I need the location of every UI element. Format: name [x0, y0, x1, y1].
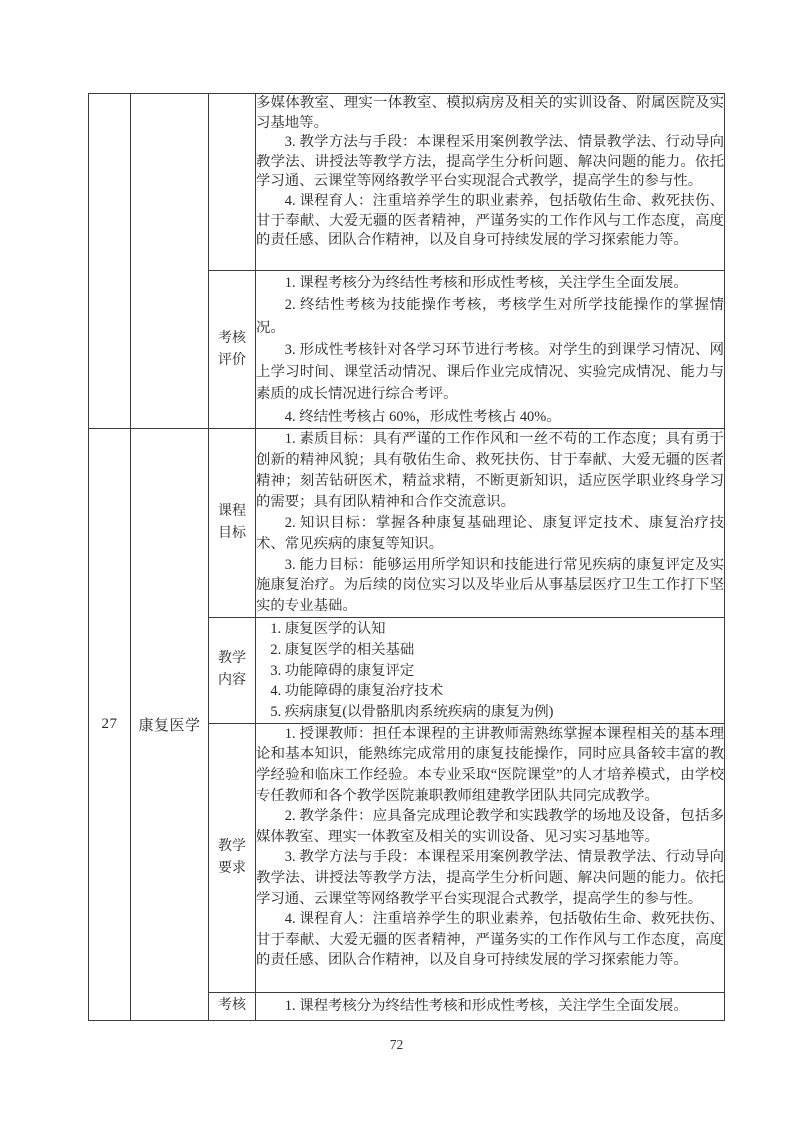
paragraph: 3. 教学方法与手段：本课程采用案例教学法、情景教学法、行动导向教学法、讲授法等教学方法，提高学生分析问题、解决问题的能力。依托学习通、云课堂等网络教学平台实现混合式教学，提高学生的参与性。 [256, 849, 724, 907]
page-number: 72 [389, 1037, 404, 1052]
paragraph: 4. 终结性考核占 60%，形成性考核占 40%。 [284, 408, 561, 425]
section-label-assessment-evaluation [209, 271, 256, 429]
section-label-cell-empty [209, 94, 256, 271]
course-no-cell: 27 [89, 429, 131, 1021]
teaching-content-cell [256, 618, 725, 724]
assessment-cell [256, 992, 725, 1020]
section-label-text: 考核 [218, 998, 246, 1014]
paragraph: 4. 课程育人：注重培养学生的职业素养，包括敬佑生命、救死扶伤、甘于奉献、大爱无疆的医者精神，严谨务实的工作作风与工作态度，高度的责任感、团队合作精神，以及自身可持续发展的学习探索能力等。 [256, 911, 724, 969]
paragraph: 3. 教学方法与手段：本课程采用案例教学法、情景教学法、行动导向教学法、讲授法等教学方法，提高学生分析问题、解决问题的能力。依托学习通、云课堂等网络教学平台实现混合式教学，提高学生的参与性。 [256, 134, 724, 190]
paragraph: 2. 教学条件：应具备完成理论教学和实践教学的场地及设备，包括多媒体教室、理实一体教室及相关的实训设备、见习实习基地等。 [256, 808, 724, 845]
paragraph: 2. 康复医学的相关基础 [270, 641, 415, 658]
teaching-requirements-cell [256, 723, 725, 992]
section-label-teaching-content [209, 618, 256, 724]
paragraph: 3. 能力目标：能够运用所学知识和技能进行常见疾病的康复评定及实施康复治疗。为后续的岗位实习以及毕业后从事基层医疗卫生工作打下坚实的专业基础。 [256, 556, 724, 615]
section-label-text: 教学要求 [218, 838, 246, 876]
course-outline-table [88, 93, 725, 1021]
paragraph: 4. 功能障碍的康复治疗技术 [270, 683, 444, 700]
paragraph: 2. 知识目标：掌握各种康复基础理论、康复评定技术、康复治疗技术、常见疾病的康复等知识。 [256, 514, 724, 552]
section-label-text: 课程目标 [218, 504, 246, 542]
section-label-text: 教学内容 [218, 651, 246, 689]
assessment-evaluation-cell [256, 271, 725, 429]
section-label-teaching-requirements [209, 723, 256, 992]
course-name-cell: 康复医学 [131, 429, 209, 1021]
paragraph: 4. 课程育人：注重培养学生的职业素养，包括敬佑生命、救死扶伤、甘于奉献、大爱无疆的医者精神，严谨务实的工作作风与工作态度，高度的责任感、团队合作精神，以及自身可持续发展的学习探索能力等。 [256, 192, 724, 249]
paragraph: 1. 康复医学的认知 [270, 621, 386, 638]
paragraph: 1. 素质目标：具有严谨的工作作风和一丝不苟的工作态度；具有勇于创新的精神风貌；具有敬佑生命、救死扶伤、甘于奉献、大爱无疆的医者精神；刻苦钻研医术，精益求精，不断更新知识，适应医学职业终身学习的需要；具有团队精神和合作交流意识。 [256, 431, 724, 510]
table-row [89, 94, 725, 271]
paragraph: 1. 课程考核分为终结性考核和形成性考核，关注学生全面发展。 [284, 275, 688, 291]
paragraph: 3. 形成性考核针对各学习环节进行考核。对学生的到课学习情况、网上学习时间、课堂活动情况、课后作业完成情况、实验完成情况、能力与素质的成长情况进行综合考评。 [256, 341, 724, 403]
course-name-cell-previous [131, 94, 209, 429]
paragraph: 多媒体教室、理实一体教室、模拟病房及相关的实训设备、附属医院及实习基地等。 [256, 95, 724, 131]
course-objectives-cell [256, 429, 725, 618]
section-label-text: 考核评价 [218, 330, 246, 368]
course-no-cell-previous [89, 94, 131, 429]
section-label-course-objectives [209, 429, 256, 618]
paragraph: 2. 终结性考核为技能操作考核，考核学生对所学技能操作的掌握情况。 [256, 297, 724, 336]
paragraph: 5. 疾病康复(以骨骼肌肉系统疾病的康复为例) [270, 704, 554, 721]
paragraph: 1. 授课教师：担任本课程的主讲教师需熟练掌握本课程相关的基本理论和基本知识，能熟练完成常用的康复技能操作，同时应具备较丰富的教学经验和临床工作经验。本专业采取“医院课堂”的人才培养模式，由学校专任教师和各个教学医院兼职教师组建教学团队共同完成教学。 [256, 725, 724, 804]
paragraph: 1. 课程考核分为终结性考核和形成性考核，关注学生全面发展。 [284, 997, 688, 1014]
section-label-assessment [209, 992, 256, 1020]
paragraph: 3. 功能障碍的康复评定 [270, 662, 415, 679]
teaching-requirements-continued-cell [256, 94, 725, 271]
table-row [89, 429, 725, 618]
